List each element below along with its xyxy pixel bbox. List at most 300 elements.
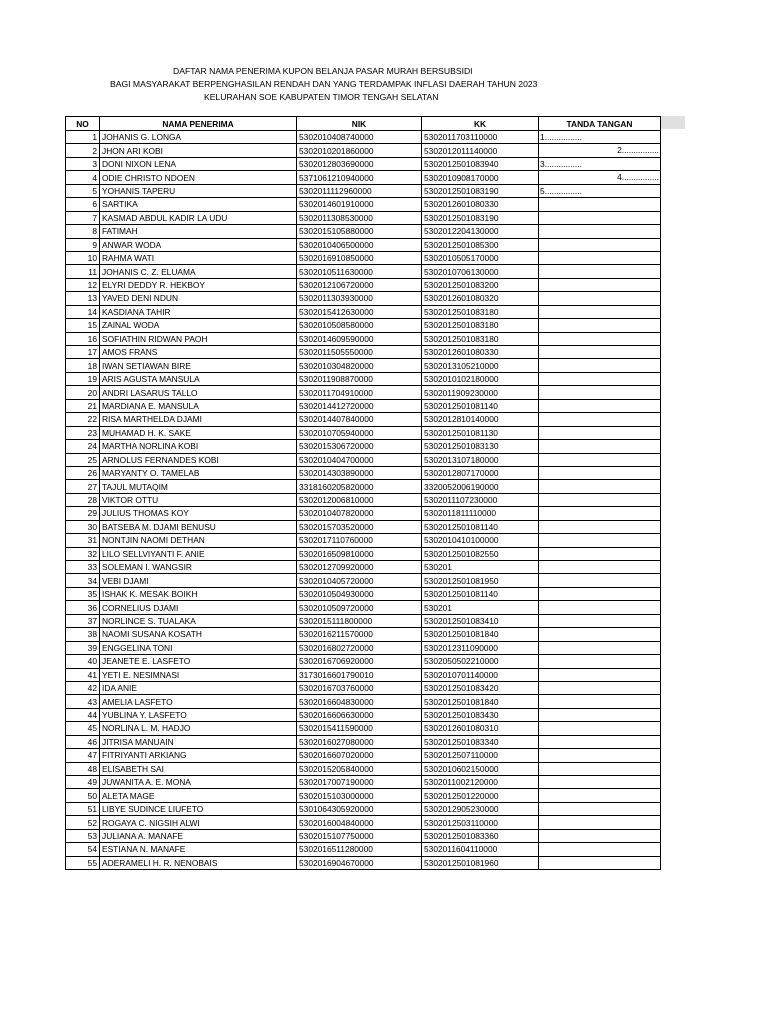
title-line-2: BAGI MASYARAKAT BERPENGHASILAN RENDAH DAN YANG TERDAMPAK INFLASI DAERAH TAHUN 2023 (110, 79, 538, 89)
signature-line: 1................ (540, 132, 582, 142)
recipient-name: VIKTOR OTTU (100, 493, 297, 506)
recipient-name: FATIMAH (100, 225, 297, 238)
nik-value: 5302015111800000 (297, 614, 422, 627)
recipient-name: NORLINA L. M. HADJO (100, 722, 297, 735)
kk-value: 5302010505170000 (422, 251, 539, 264)
column-header-nik: NIK (297, 117, 422, 131)
recipient-name: JITRISA MANUAIN (100, 735, 297, 748)
row-number: 7 (66, 211, 100, 224)
kk-value: 5302012905230000 (422, 802, 539, 815)
nik-value: 5302015412630000 (297, 305, 422, 318)
table-row (66, 238, 661, 251)
row-number: 12 (66, 278, 100, 291)
recipient-name: MUHAMAD H. K. SAKE (100, 426, 297, 439)
signature-cell (539, 131, 661, 144)
kk-value: 5302012501081840 (422, 695, 539, 708)
nik-value: 5302016509810000 (297, 547, 422, 560)
nik-value: 3318160205820000 (297, 480, 422, 493)
nik-value: 5302010407820000 (297, 507, 422, 520)
kk-value: 5302012501220000 (422, 789, 539, 802)
recipient-name: JEANETE E. LASFETO (100, 655, 297, 668)
recipient-name: DONI NIXON LENA (100, 157, 297, 170)
row-number: 11 (66, 265, 100, 278)
recipient-name: MARDIANA E. MANSULA (100, 399, 297, 412)
kk-value: 5302012601080310 (422, 722, 539, 735)
kk-value: 5302012501081140 (422, 520, 539, 533)
row-number: 5 (66, 184, 100, 197)
signature-cell (539, 816, 661, 829)
kk-value: 5302010706130000 (422, 265, 539, 278)
signature-cell (539, 386, 661, 399)
table-row (66, 305, 661, 318)
row-number: 47 (66, 749, 100, 762)
row-number: 46 (66, 735, 100, 748)
signature-cell (539, 614, 661, 627)
recipient-name: ZAINAL WODA (100, 319, 297, 332)
recipient-name: JHON ARI KOBI (100, 144, 297, 157)
recipient-name: VEBI DJAMI (100, 574, 297, 587)
table-row (66, 856, 661, 869)
signature-cell (539, 776, 661, 789)
recipient-name: YETI E. NESIMNASI (100, 668, 297, 681)
table-row (66, 628, 661, 641)
kk-value: 5302012501083420 (422, 681, 539, 694)
recipient-name: MARTHA NORLINA KOBI (100, 440, 297, 453)
table-row (66, 843, 661, 856)
table-row (66, 587, 661, 600)
row-number: 49 (66, 776, 100, 789)
row-number: 44 (66, 708, 100, 721)
nik-value: 5302011505550000 (297, 346, 422, 359)
nik-value: 5302010406500000 (297, 238, 422, 251)
table-row (66, 171, 661, 184)
row-number: 41 (66, 668, 100, 681)
table-row (66, 829, 661, 842)
recipient-name: ROGAYA C. NIGSIH ALWI (100, 816, 297, 829)
recipient-name: JOHANIS G. LONGA (100, 131, 297, 144)
nik-value: 5302012006810000 (297, 493, 422, 506)
recipient-name: ENGGELINA TONI (100, 641, 297, 654)
row-number: 45 (66, 722, 100, 735)
table-row (66, 668, 661, 681)
row-number: 42 (66, 681, 100, 694)
nik-value: 5302010511630000 (297, 265, 422, 278)
kk-value: 5302012601080330 (422, 198, 539, 211)
signature-cell (539, 157, 661, 170)
signature-cell (539, 762, 661, 775)
recipient-name: ODIE CHRISTO NDOEN (100, 171, 297, 184)
nik-value: 5302016802720000 (297, 641, 422, 654)
nik-value: 5302012106720000 (297, 278, 422, 291)
nik-value: 5302010508580000 (297, 319, 422, 332)
kk-value: 5302010602150000 (422, 762, 539, 775)
signature-cell (539, 749, 661, 762)
recipient-name: JOHANIS C. Z. ELUAMA (100, 265, 297, 278)
row-number: 51 (66, 802, 100, 815)
row-number: 29 (66, 507, 100, 520)
table-row (66, 802, 661, 815)
nik-value: 5302016706920000 (297, 655, 422, 668)
nik-value: 5302010404700000 (297, 453, 422, 466)
signature-cell (539, 211, 661, 224)
nik-value: 5302015205840000 (297, 762, 422, 775)
nik-value: 5302016027080000 (297, 735, 422, 748)
recipient-name: IDA ANIE (100, 681, 297, 694)
signature-cell (539, 413, 661, 426)
table-row (66, 735, 661, 748)
table-row (66, 211, 661, 224)
column-header-no: NO (66, 117, 100, 131)
recipient-name: ADERAMELI H. R. NENOBAIS (100, 856, 297, 869)
table-row (66, 426, 661, 439)
row-number: 3 (66, 157, 100, 170)
signature-cell (539, 292, 661, 305)
table-row (66, 493, 661, 506)
row-number: 35 (66, 587, 100, 600)
recipient-name: MARYANTY O. TAMELAB (100, 466, 297, 479)
row-number: 50 (66, 789, 100, 802)
signature-line: 2................ (617, 145, 659, 156)
recipient-name: ELISABETH SAI (100, 762, 297, 775)
row-number: 30 (66, 520, 100, 533)
signature-cell (539, 493, 661, 506)
row-number: 2 (66, 144, 100, 157)
recipient-name: YOHANIS TAPERU (100, 184, 297, 197)
nik-value: 5302010504930000 (297, 587, 422, 600)
nik-value: 5302014412720000 (297, 399, 422, 412)
recipient-name: KASMAD ABDUL KADIR LA UDU (100, 211, 297, 224)
nik-value: 5302014609590000 (297, 332, 422, 345)
kk-value: 5302011909230000 (422, 386, 539, 399)
recipient-name: YAVED DENI NDUN (100, 292, 297, 305)
signature-cell (539, 184, 661, 197)
kk-value: 5302010701140000 (422, 668, 539, 681)
signature-cell (539, 278, 661, 291)
kk-value: 5302012501083410 (422, 614, 539, 627)
row-number: 9 (66, 238, 100, 251)
recipient-name: LILO SELLVIYANTI F. ANIE (100, 547, 297, 560)
recipient-name: JUWANITA A. E. MONA (100, 776, 297, 789)
recipient-name: SARTIKA (100, 198, 297, 211)
row-number: 32 (66, 547, 100, 560)
kk-value: 5302012501083130 (422, 440, 539, 453)
signature-cell (539, 426, 661, 439)
nik-value: 5302014601910000 (297, 198, 422, 211)
column-header-nama: NAMA PENERIMA (100, 117, 297, 131)
kk-value: 5302012601080330 (422, 346, 539, 359)
row-number: 23 (66, 426, 100, 439)
nik-value: 5302014407840000 (297, 413, 422, 426)
table-row (66, 157, 661, 170)
table-row (66, 722, 661, 735)
recipient-name: ANWAR WODA (100, 238, 297, 251)
kk-value: 5302011604110000 (422, 843, 539, 856)
nik-value: 5302011308530000 (297, 211, 422, 224)
row-number: 24 (66, 440, 100, 453)
table-row (66, 386, 661, 399)
signature-cell (539, 574, 661, 587)
table-row (66, 641, 661, 654)
kk-value: 5302012311090000 (422, 641, 539, 654)
table-row (66, 762, 661, 775)
table-row (66, 695, 661, 708)
signature-cell (539, 507, 661, 520)
recipient-name: ARNOLUS FERNANDES KOBI (100, 453, 297, 466)
recipient-name: YUBLINA Y. LASFETO (100, 708, 297, 721)
row-number: 52 (66, 816, 100, 829)
kk-value: 3320052006190000 (422, 480, 539, 493)
kk-value: 5302012204130000 (422, 225, 539, 238)
nik-value: 5302015103000000 (297, 789, 422, 802)
table-row (66, 789, 661, 802)
row-number: 8 (66, 225, 100, 238)
table-row (66, 346, 661, 359)
signature-cell (539, 681, 661, 694)
nik-value: 5302010509720000 (297, 601, 422, 614)
shaded-cell (660, 116, 685, 129)
recipient-name: NORLINCE S. TUALAKA (100, 614, 297, 627)
signature-cell (539, 238, 661, 251)
kk-value: 5302012501083940 (422, 157, 539, 170)
signature-cell (539, 346, 661, 359)
nik-value: 5302016904670000 (297, 856, 422, 869)
table-row (66, 614, 661, 627)
table-row (66, 225, 661, 238)
row-number: 10 (66, 251, 100, 264)
table-row (66, 144, 661, 157)
column-header-kk: KK (422, 117, 539, 131)
kk-value: 5302012501081950 (422, 574, 539, 587)
table-row (66, 198, 661, 211)
nik-value: 5302016511280000 (297, 843, 422, 856)
recipient-name: RAHMA WATI (100, 251, 297, 264)
table-header-row (66, 117, 661, 131)
table-row (66, 708, 661, 721)
nik-value: 5302015105880000 (297, 225, 422, 238)
nik-value: 5302010405720000 (297, 574, 422, 587)
signature-cell (539, 399, 661, 412)
nik-value: 5302016211570000 (297, 628, 422, 641)
nik-value: 3173016601790010 (297, 668, 422, 681)
row-number: 38 (66, 628, 100, 641)
signature-cell (539, 480, 661, 493)
kk-value: 5302012503110000 (422, 816, 539, 829)
recipient-name: JULIANA A. MANAFE (100, 829, 297, 842)
recipient-name: ELYRI DEDDY R. HEKBOY (100, 278, 297, 291)
table-row (66, 440, 661, 453)
kk-value: 5302011811110000 (422, 507, 539, 520)
row-number: 34 (66, 574, 100, 587)
row-number: 43 (66, 695, 100, 708)
recipient-name: BATSEBA M. DJAMI BENUSU (100, 520, 297, 533)
nik-value: 5302011908870000 (297, 372, 422, 385)
kk-value: 5302012501081840 (422, 628, 539, 641)
signature-line: 4................ (617, 172, 659, 183)
signature-cell (539, 534, 661, 547)
recipient-name: RISA MARTHELDA DJAMI (100, 413, 297, 426)
recipient-name: AMOS FRANS (100, 346, 297, 359)
row-number: 20 (66, 386, 100, 399)
table-row (66, 561, 661, 574)
signature-line: 5................ (540, 185, 582, 196)
recipient-name: ARIS AGUSTA MANSULA (100, 372, 297, 385)
row-number: 36 (66, 601, 100, 614)
signature-cell (539, 708, 661, 721)
kk-value: 5302012501085300 (422, 238, 539, 251)
kk-value: 5302010908170000 (422, 171, 539, 184)
recipient-name: ESTIANA N. MANAFE (100, 843, 297, 856)
signature-cell (539, 722, 661, 735)
table-body (66, 131, 661, 870)
nik-value: 5302015107750000 (297, 829, 422, 842)
signature-cell (539, 641, 661, 654)
table-row (66, 681, 661, 694)
nik-value: 5302015411590000 (297, 722, 422, 735)
signature-cell (539, 265, 661, 278)
signature-cell (539, 829, 661, 842)
nik-value: 5302016703760000 (297, 681, 422, 694)
signature-cell (539, 359, 661, 372)
kk-value: 5302012501083430 (422, 708, 539, 721)
signature-cell (539, 171, 661, 184)
signature-line: 3................ (540, 158, 582, 169)
signature-cell (539, 547, 661, 560)
nik-value: 5302016604830000 (297, 695, 422, 708)
nik-value: 5302016607020000 (297, 749, 422, 762)
nik-value: 5371061210940000 (297, 171, 422, 184)
row-number: 53 (66, 829, 100, 842)
table-row (66, 332, 661, 345)
nik-value: 5302011112960000 (297, 184, 422, 197)
nik-value: 5302010201860000 (297, 144, 422, 157)
row-number: 39 (66, 641, 100, 654)
row-number: 48 (66, 762, 100, 775)
table-row (66, 453, 661, 466)
column-header-tanda-tangan: TANDA TANGAN (539, 117, 661, 131)
kk-value: 5302012501083180 (422, 319, 539, 332)
nik-value: 5302017110760000 (297, 534, 422, 547)
table-row (66, 359, 661, 372)
row-number: 6 (66, 198, 100, 211)
kk-value: 5302012507110000 (422, 749, 539, 762)
row-number: 19 (66, 372, 100, 385)
signature-cell (539, 843, 661, 856)
row-number: 13 (66, 292, 100, 305)
nik-value: 5302010705940000 (297, 426, 422, 439)
row-number: 26 (66, 466, 100, 479)
row-number: 1 (66, 131, 100, 144)
kk-value: 5302012501083180 (422, 332, 539, 345)
row-number: 18 (66, 359, 100, 372)
signature-cell (539, 735, 661, 748)
row-number: 40 (66, 655, 100, 668)
signature-cell (539, 655, 661, 668)
table-row (66, 399, 661, 412)
kk-value: 5302012601080320 (422, 292, 539, 305)
nik-value: 5302017007190000 (297, 776, 422, 789)
row-number: 21 (66, 399, 100, 412)
table-row (66, 655, 661, 668)
row-number: 37 (66, 614, 100, 627)
nik-value: 5302016606630000 (297, 708, 422, 721)
table-row (66, 131, 661, 144)
title-line-1: DAFTAR NAMA PENERIMA KUPON BELANJA PASAR MURAH BERSUBSIDI (173, 66, 473, 76)
kk-value: 5302013105210000 (422, 359, 539, 372)
row-number: 22 (66, 413, 100, 426)
nik-value: 5302010304820000 (297, 359, 422, 372)
row-number: 16 (66, 332, 100, 345)
title-line-3: KELURAHAN SOE KABUPATEN TIMOR TENGAH SELATAN (204, 92, 439, 102)
table-row (66, 184, 661, 197)
table-row (66, 816, 661, 829)
signature-cell (539, 440, 661, 453)
nik-value: 5302010408740000 (297, 131, 422, 144)
signature-cell (539, 466, 661, 479)
signature-cell (539, 789, 661, 802)
recipient-name: SOLEMAN I. WANGSIR (100, 561, 297, 574)
table-row (66, 265, 661, 278)
nik-value: 5302012803690000 (297, 157, 422, 170)
signature-cell (539, 587, 661, 600)
kk-value: 5302011002120000 (422, 776, 539, 789)
kk-value: 5302010102180000 (422, 372, 539, 385)
row-number: 28 (66, 493, 100, 506)
kk-value: 5302012501081140 (422, 399, 539, 412)
nik-value: 5302011704910000 (297, 386, 422, 399)
table-row (66, 574, 661, 587)
nik-value: 5302012709920000 (297, 561, 422, 574)
recipient-name: JULIUS THOMAS KOY (100, 507, 297, 520)
table-row (66, 480, 661, 493)
table-row (66, 547, 661, 560)
table-row (66, 278, 661, 291)
signature-cell (539, 198, 661, 211)
signature-cell (539, 144, 661, 157)
kk-value: 5302010410100000 (422, 534, 539, 547)
recipient-table (65, 116, 661, 870)
recipient-name: LIBYE SUDINCE LIUFETO (100, 802, 297, 815)
row-number: 55 (66, 856, 100, 869)
recipient-name: ALETA MAGE (100, 789, 297, 802)
nik-value: 5302011303930000 (297, 292, 422, 305)
kk-value: 5302012810140000 (422, 413, 539, 426)
kk-value: 5302012501083200 (422, 278, 539, 291)
signature-cell (539, 601, 661, 614)
nik-value: 5302015703520000 (297, 520, 422, 533)
row-number: 27 (66, 480, 100, 493)
recipient-name: CORNELIUS DJAMI (100, 601, 297, 614)
row-number: 17 (66, 346, 100, 359)
signature-cell (539, 561, 661, 574)
kk-value: 5302012011140000 (422, 144, 539, 157)
kk-value: 530201 (422, 561, 539, 574)
recipient-name: SOFIATHIN RIDWAN PAOH (100, 332, 297, 345)
signature-cell (539, 695, 661, 708)
row-number: 33 (66, 561, 100, 574)
row-number: 25 (66, 453, 100, 466)
table-row (66, 292, 661, 305)
kk-value: 5302011107230000 (422, 493, 539, 506)
row-number: 15 (66, 319, 100, 332)
nik-value: 5302014303890000 (297, 466, 422, 479)
nik-value: 5302015306720000 (297, 440, 422, 453)
table-row (66, 372, 661, 385)
table-row (66, 520, 661, 533)
kk-value: 5302013107180000 (422, 453, 539, 466)
table-row (66, 319, 661, 332)
recipient-name: ISHAK K. MESAK BOIKH (100, 587, 297, 600)
kk-value: 530201 (422, 601, 539, 614)
